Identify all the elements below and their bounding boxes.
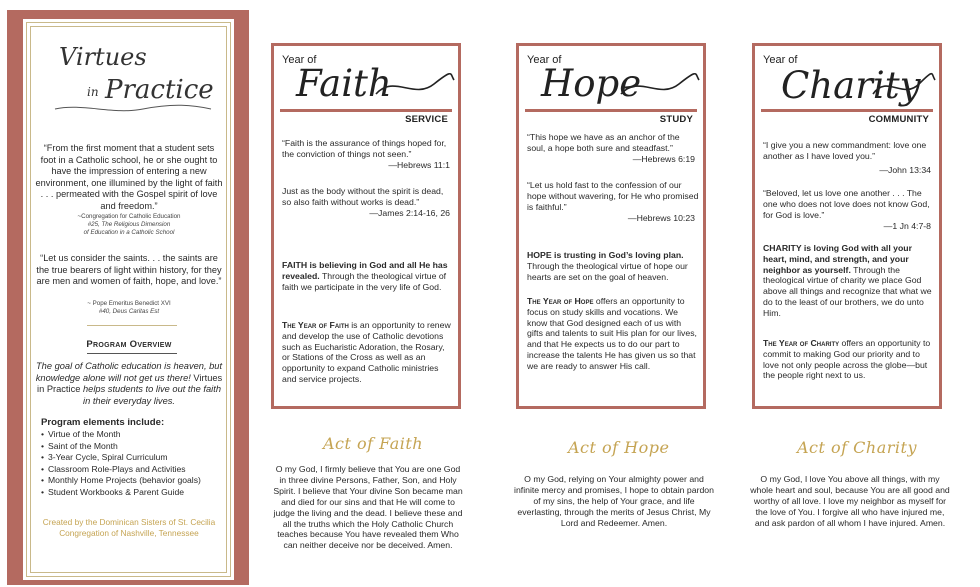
- program-text-part: helps students to live out the faith in their everyday lives.: [83, 384, 221, 406]
- scripture-quote: “I give you a new commandment: love one another as I have loved you.”: [763, 140, 927, 161]
- list-item: • Saint of the Month: [41, 441, 201, 453]
- list-item: • Student Workbooks & Parent Guide: [41, 487, 201, 499]
- definition-text: Through the theological virtue of faith we participate in the very life of God.: [282, 270, 447, 292]
- year-of-charity-card: [752, 43, 942, 409]
- program-text-part: Virtues in Practice: [37, 372, 223, 395]
- act-of-faith-prayer: O my God, I firmly believe that You are one God in three divine Persons, Father, Son, and Holy Spirit. I believe that Your divine Son became man and died for our sins and that He will come to judge the living and the dead. I believe these and all the truths which the Holy Catholic Church teaches because You have revealed them Who can neither deceive nor be deceived. Amen.: [273, 464, 463, 551]
- definition-bold: HOPE is trusting in God’s loving plan.: [527, 250, 684, 260]
- citation-benedict: [35, 300, 223, 316]
- year-focus-tag: SERVICE: [405, 114, 448, 125]
- description-text: offers an opportunity to commit to making God our priority and to love not only people across the globe—but the people right next to us.: [763, 338, 931, 381]
- scripture-quote: “Faith is the assurance of things hoped for, the conviction of things not seen.”: [282, 138, 447, 159]
- quote-congregation: “From the first moment that a student sets foot in a Catholic school, he or she ought to have the impression of entering a new environment, one illumined by the light of faith . . . permeated with the Gospel spirit of love and freedom.”: [35, 143, 223, 211]
- act-of-hope-prayer: O my God, relying on Your almighty power and infinite mercy and promises, I hope to obtain pardon of my sins, the help of Your grace, and life everlasting, through the merits of Jesus Christ, My Lord and Redeemer. Amen.: [514, 474, 714, 528]
- virtue-definition: [282, 260, 454, 292]
- year-name-smallcaps: The Year of Faith: [282, 320, 349, 330]
- year-name-smallcaps: The Year of Charity: [763, 338, 840, 348]
- program-overview-heading: Program Overview: [86, 339, 172, 350]
- list-item: • Monthly Home Projects (behavior goals): [41, 475, 201, 487]
- year-name-smallcaps: The Year of Hope: [527, 296, 594, 306]
- virtue-definition: [763, 243, 935, 319]
- swash-flourish-icon: [374, 70, 456, 100]
- quote-benedict: “Let us consider the saints. . . the saints are the true bearers of light within history, for they are men and women of faith, hope, and love.”: [36, 253, 222, 287]
- year-of-faith-card: [271, 43, 461, 409]
- year-of-label: Year of: [763, 54, 798, 66]
- citation-line: #40, Deus Caritas Est: [98, 307, 160, 315]
- program-overview-text: [35, 361, 223, 407]
- virtue-definition: [527, 250, 699, 282]
- scripture-reference: —John 13:34: [879, 165, 931, 175]
- scripture-quote: Just as the body without the spirit is dead, so also faith without works is dead.”: [282, 186, 444, 207]
- scripture-reference: —Hebrews 6:19: [632, 154, 695, 164]
- list-item: • Classroom Role-Plays and Activities: [41, 464, 201, 476]
- divider: [87, 353, 177, 354]
- year-focus-tag: COMMUNITY: [868, 114, 929, 125]
- description-text: offers an opportunity to focus on study skills and vocations. We know that God designed each of us with gifts and talents to suit His plan for our lives, and that He expects us to do our part to increase the talents He has given us so that we are ready to answer His call.: [527, 296, 697, 371]
- scripture-reference: —1 Jn 4:7-8: [883, 221, 931, 231]
- act-of-hope-title: Act of Hope: [568, 438, 670, 457]
- logo-flourish-icon: [53, 103, 213, 115]
- year-title: Charity: [781, 64, 921, 107]
- citation-congregation: [35, 213, 223, 236]
- year-of-label: Year of: [282, 54, 317, 66]
- program-text-part: The goal of Catholic education is heaven, but knowledge alone will not get us there!: [35, 361, 223, 383]
- year-description: [282, 320, 454, 385]
- swash-flourish-icon: [619, 70, 701, 100]
- scripture-reference: —Hebrews 11:1: [388, 160, 450, 170]
- program-elements-heading: Program elements include:: [41, 417, 165, 428]
- description-text: is an opportunity to renew and develop the use of Catholic devotions such as Eucharistic Adoration, the Rosary, or Stations of the Cross as well as an opportunity to expand Catholic ministries and service projects.: [282, 320, 451, 384]
- scripture-reference: —Hebrews 10:23: [627, 213, 695, 223]
- citation-line: ~Congregation for Catholic Education: [77, 213, 181, 220]
- accent-rule: [525, 109, 697, 112]
- divider: [87, 325, 177, 326]
- citation-line: of Education in a Catholic School: [83, 228, 175, 236]
- virtues-in-practice-logo: [53, 43, 213, 113]
- logo-in: in: [87, 85, 99, 99]
- scripture-quote: “This hope we have as an anchor of the soul, a hope both sure and steadfast.”: [527, 132, 680, 153]
- act-of-charity-title: Act of Charity: [797, 438, 917, 457]
- left-inner-card: [26, 22, 231, 577]
- year-description: [527, 296, 699, 372]
- program-elements-list: [41, 429, 201, 498]
- definition-bold: CHARITY is loving God with all your heart, mind, and strength, and your neighbor as yourself.: [763, 243, 912, 275]
- citation-line: #25, The Religious Dimension: [87, 220, 171, 228]
- scripture-quote: “Beloved, let us love one another . . . The one who does not love does not know God, for God is love.”: [763, 188, 930, 220]
- swash-flourish-icon: [871, 70, 937, 100]
- logo-practice: Practice: [105, 75, 214, 105]
- created-by-credit: Created by the Dominican Sisters of St. Cecilia Congregation of Nashville, Tennessee: [42, 517, 216, 538]
- left-panel: [7, 10, 249, 585]
- definition-text: Through the theological virtue of hope our hearts are set on the goal of heaven.: [527, 260, 688, 282]
- year-description: [763, 338, 935, 381]
- list-item: • 3-Year Cycle, Spiral Curriculum: [41, 452, 201, 464]
- scripture-quote: “Let us hold fast to the confession of our hope without wavering, for He who promised is faithful.”: [527, 180, 699, 212]
- citation-line: ~ Pope Emeritus Benedict XVI: [87, 300, 171, 307]
- scripture-reference: —James 2:14-16, 26: [369, 208, 450, 218]
- year-of-hope-card: [516, 43, 706, 409]
- definition-text: Through the theological virtue of charity we place God above all things and recognize that what we do to the least of our brothers, we do unto Him.: [763, 264, 932, 318]
- act-of-faith-title: Act of Faith: [323, 434, 424, 453]
- definition-bold: FAITH is believing in God and all He has revealed.: [282, 260, 448, 281]
- year-title: Faith: [296, 62, 392, 105]
- year-focus-tag: STUDY: [659, 114, 693, 125]
- list-item: • Virtue of the Month: [41, 429, 201, 441]
- year-of-label: Year of: [527, 54, 562, 66]
- year-title: Hope: [541, 62, 642, 105]
- accent-rule: [280, 109, 452, 112]
- logo-virtues: Virtues: [59, 43, 147, 71]
- act-of-charity-prayer: O my God, I love You above all things, with my whole heart and soul, because You are all good and worthy of all love. I love my neighbor as myself for the love of You. I forgive all who have injured me, and ask pardon of all whom I have injured. Amen.: [750, 474, 950, 528]
- accent-rule: [761, 109, 933, 112]
